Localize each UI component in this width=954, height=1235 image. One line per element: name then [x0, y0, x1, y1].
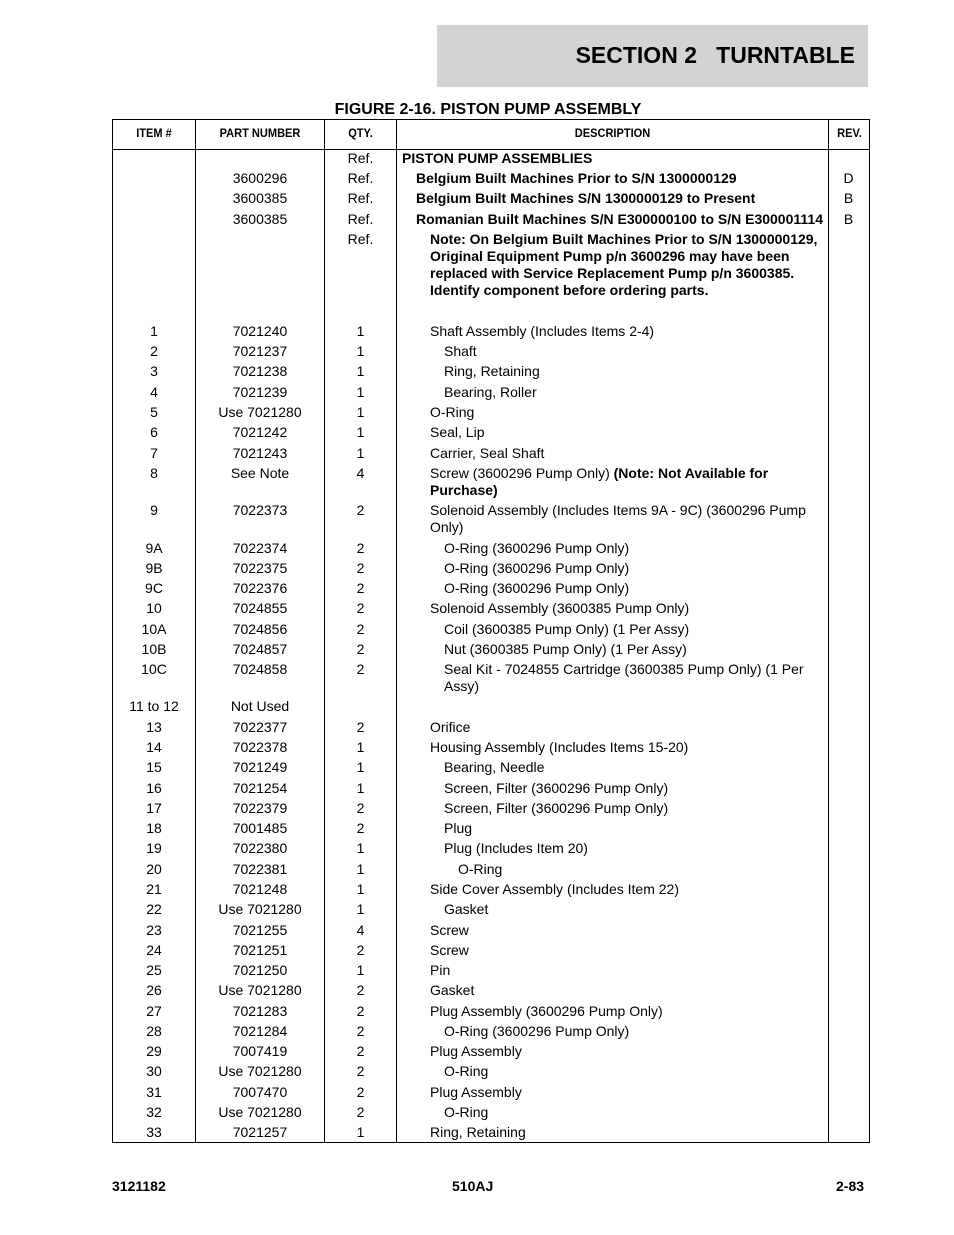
description-text: Nut (3600385 Pump Only) (1 Per Assy) — [444, 641, 687, 657]
part-number-cell: 7022378 — [232, 739, 288, 755]
part-number-cell: 7024858 — [232, 661, 288, 677]
item-number-cell: 10 — [146, 600, 162, 616]
description-cell — [397, 1104, 825, 1121]
item-number-cell: 2 — [150, 343, 158, 359]
part-number-cell: Not Used — [230, 698, 290, 714]
description-text: Seal Kit - 7024855 Cartridge (3600385 Pump Only) (1 Per Assy) — [444, 661, 804, 694]
description-cell — [397, 982, 825, 999]
qty-cell: 2 — [356, 580, 365, 596]
item-number-cell: 32 — [146, 1104, 162, 1120]
part-number-cell: 7021238 — [232, 363, 288, 379]
item-number-cell: 7 — [150, 445, 158, 461]
qty-cell: 1 — [356, 363, 365, 379]
part-number-cell: 3600296 — [232, 170, 288, 186]
section-title: SECTION 2 TURNTABLE — [575, 42, 855, 68]
part-number-cell: 7024857 — [232, 641, 288, 657]
part-number-cell: 7021255 — [232, 922, 288, 938]
description-cell — [397, 780, 825, 797]
qty-cell: 1 — [356, 739, 365, 755]
figure-title: FIGURE 2-16. PISTON PUMP ASSEMBLY — [334, 101, 642, 118]
description-cell — [397, 404, 825, 421]
description-cell — [397, 861, 825, 878]
description-text: Carrier, Seal Shaft — [430, 445, 545, 461]
part-number-cell: 7021254 — [232, 780, 288, 796]
item-number-cell: 9B — [145, 560, 163, 576]
description-cell — [397, 759, 825, 776]
footer-model: 510AJ — [452, 1178, 494, 1194]
description-cell — [397, 502, 825, 536]
description-text: Shaft Assembly (Includes Items 2-4) — [430, 323, 655, 339]
qty-cell: 1 — [356, 759, 365, 775]
description-text: Seal, Lip — [430, 424, 485, 440]
part-number-cell: 3600385 — [232, 211, 288, 227]
part-number-cell: 7021237 — [232, 343, 288, 359]
part-number-cell: Use 7021280 — [218, 1063, 302, 1079]
description-cell — [397, 560, 825, 577]
item-number-cell: 24 — [146, 942, 162, 958]
description-text: Bearing, Roller — [444, 384, 537, 400]
qty-cell: 4 — [356, 465, 365, 481]
qty-cell: Ref. — [347, 150, 374, 166]
description-cell — [397, 363, 825, 380]
item-number-cell: 19 — [146, 840, 162, 856]
description-text: Gasket — [430, 982, 475, 998]
qty-cell: 1 — [356, 323, 365, 339]
part-number-cell: 7022374 — [232, 540, 288, 556]
qty-cell: 2 — [356, 621, 365, 637]
qty-cell: Ref. — [347, 170, 374, 186]
qty-cell: 2 — [356, 1063, 365, 1079]
description-cell — [397, 150, 825, 167]
part-number-cell: 7021243 — [232, 445, 288, 461]
header-qty: QTY. — [348, 126, 373, 140]
part-number-cell: 7022375 — [232, 560, 288, 576]
description-text: Plug (Includes Item 20) — [444, 840, 588, 856]
description-cell — [397, 580, 825, 597]
description-cell — [397, 445, 825, 462]
qty-cell: 2 — [356, 641, 365, 657]
description-cell — [397, 1124, 825, 1141]
item-number-cell: 8 — [150, 465, 158, 481]
part-number-cell: 7021239 — [232, 384, 288, 400]
item-number-cell: 29 — [146, 1043, 162, 1059]
qty-cell: 2 — [356, 600, 365, 616]
description-text: PISTON PUMP ASSEMBLIES — [402, 150, 593, 166]
description-text: O-Ring — [458, 861, 503, 877]
header-item: ITEM # — [136, 126, 172, 140]
item-number-cell: 4 — [150, 384, 158, 400]
item-number-cell: 3 — [150, 363, 158, 379]
description-text: Solenoid Assembly (3600385 Pump Only) — [430, 600, 690, 616]
item-number-cell: 30 — [146, 1063, 162, 1079]
item-number-cell: 14 — [146, 739, 162, 755]
qty-cell: 2 — [356, 502, 365, 518]
item-number-cell: 20 — [146, 861, 162, 877]
qty-cell: 2 — [356, 1084, 365, 1100]
description-cell — [397, 600, 825, 617]
qty-cell: 2 — [356, 661, 365, 677]
qty-cell: 2 — [356, 942, 365, 958]
part-number-cell: 7021251 — [232, 942, 288, 958]
description-text: Housing Assembly (Includes Items 15-20) — [430, 739, 689, 755]
description-cell — [397, 661, 825, 695]
description-text: Ring, Retaining — [444, 363, 540, 379]
item-number-cell: 31 — [146, 1084, 162, 1100]
qty-cell: 2 — [356, 982, 365, 998]
item-number-cell: 9A — [145, 540, 163, 556]
description-text: O-Ring (3600296 Pump Only) — [444, 1023, 630, 1039]
qty-cell: 2 — [356, 1003, 365, 1019]
footer-doc-number: 3121182 — [112, 1178, 166, 1194]
description-cell — [397, 384, 825, 401]
description-cell — [397, 621, 825, 638]
qty-cell: Ref. — [347, 211, 374, 227]
qty-cell: 4 — [356, 922, 365, 938]
qty-cell: 1 — [356, 780, 365, 796]
item-number-cell: 17 — [146, 800, 162, 816]
part-number-cell: 7001485 — [232, 820, 288, 836]
qty-cell: 2 — [356, 1104, 365, 1120]
qty-cell: 2 — [356, 820, 365, 836]
part-number-cell: Use 7021280 — [218, 404, 302, 420]
qty-cell: 2 — [356, 1023, 365, 1039]
description-text: Romanian Built Machines S/N E300000100 to S/N E300001114 — [416, 211, 823, 227]
description-cell — [397, 840, 825, 857]
description-cell — [397, 1003, 825, 1020]
description-text: Ring, Retaining — [430, 1124, 526, 1140]
rev-cell: B — [843, 190, 854, 206]
item-number-cell: 18 — [146, 820, 162, 836]
item-number-cell: 10A — [141, 621, 167, 637]
description-text: Screen, Filter (3600296 Pump Only) — [444, 780, 669, 796]
qty-cell: 1 — [356, 343, 365, 359]
part-number-cell: 7021257 — [232, 1124, 288, 1140]
part-number-cell: 3600385 — [232, 190, 288, 206]
item-number-cell: 9 — [150, 502, 158, 518]
description-cell — [397, 820, 825, 837]
part-number-cell: 7024856 — [232, 621, 288, 637]
description-cell — [397, 901, 825, 918]
item-number-cell: 9C — [145, 580, 163, 596]
qty-cell: 1 — [356, 445, 365, 461]
header-part-number: PART NUMBER — [219, 126, 301, 140]
description-cell — [397, 739, 825, 756]
description-text: O-Ring (3600296 Pump Only) — [444, 540, 630, 556]
part-number-cell: 7007470 — [232, 1084, 288, 1100]
qty-cell: 1 — [356, 962, 365, 978]
description-text: Orifice — [430, 719, 471, 735]
description-cell — [397, 962, 825, 979]
item-number-cell: 6 — [150, 424, 158, 440]
rev-cell: D — [843, 170, 854, 186]
description-cell — [397, 922, 825, 939]
item-number-cell: 21 — [146, 881, 162, 897]
description-cell — [397, 719, 825, 736]
description-cell — [397, 540, 825, 557]
header-description: DESCRIPTION — [574, 126, 651, 140]
section-banner — [437, 25, 868, 87]
part-number-cell: Use 7021280 — [218, 982, 302, 998]
item-number-cell: 28 — [146, 1023, 162, 1039]
part-number-cell: Use 7021280 — [218, 901, 302, 917]
description-text: Screw — [430, 922, 469, 938]
description-text: O-Ring (3600296 Pump Only) — [444, 580, 630, 596]
qty-cell: 2 — [356, 540, 365, 556]
qty-cell: 1 — [356, 424, 365, 440]
part-number-cell: 7022381 — [232, 861, 288, 877]
description-text: O-Ring (3600296 Pump Only) — [444, 560, 630, 576]
description-text: O-Ring — [430, 404, 475, 420]
item-number-cell: 22 — [146, 901, 162, 917]
description-cell — [397, 1063, 825, 1080]
part-number-cell: 7022379 — [232, 800, 288, 816]
description-text: Screen, Filter (3600296 Pump Only) — [444, 800, 669, 816]
description-text: Belgium Built Machines Prior to S/N 1300000129 — [416, 170, 737, 186]
qty-cell: 1 — [356, 861, 365, 877]
qty-cell: 1 — [356, 384, 365, 400]
description-text: Side Cover Assembly (Includes Item 22) — [430, 881, 679, 897]
description-text: O-Ring — [444, 1063, 489, 1079]
qty-cell: Ref. — [347, 190, 374, 206]
description-text: Shaft — [444, 343, 477, 359]
description-cell — [397, 211, 825, 228]
description-text: Screw — [430, 942, 469, 958]
parts-table — [112, 119, 870, 1143]
part-number-cell: 7021249 — [232, 759, 288, 775]
part-number-cell: 7022380 — [232, 840, 288, 856]
item-number-cell: 16 — [146, 780, 162, 796]
qty-cell: 2 — [356, 560, 365, 576]
qty-cell: 1 — [356, 404, 365, 420]
part-number-cell: 7021242 — [232, 424, 288, 440]
description-text: Pin — [430, 962, 451, 978]
rev-cell: B — [843, 211, 854, 227]
item-number-cell: 10C — [141, 661, 167, 677]
description-text: Solenoid Assembly (Includes Items 9A - 9C) (3600296 Pump Only) — [430, 502, 806, 535]
description-text: Gasket — [444, 901, 489, 917]
description-cell — [397, 465, 825, 499]
description-cell — [397, 641, 825, 658]
item-number-cell: 11 to 12 — [129, 698, 179, 714]
description-text: Coil (3600385 Pump Only) (1 Per Assy) — [444, 621, 690, 637]
description-cell — [397, 942, 825, 959]
description-cell — [397, 424, 825, 441]
qty-cell: 1 — [356, 881, 365, 897]
part-number-cell: 7022373 — [232, 502, 288, 518]
item-number-cell: 27 — [146, 1003, 162, 1019]
description-cell — [397, 323, 825, 340]
description-cell — [397, 231, 825, 299]
description-cell — [397, 1023, 825, 1040]
description-cell — [397, 1084, 825, 1101]
qty-cell: 2 — [356, 719, 365, 735]
column-divider — [828, 120, 829, 1142]
description-text: Screw (3600296 Pump Only) — [430, 465, 614, 481]
description-text: Note: On Belgium Built Machines Prior to S/N 1300000129, Original Equipment Pump p/n 3600296 may have been replaced with Service Replacement Pump p/n 3600385. Identify component before ordering parts. — [430, 231, 818, 298]
description-cell — [397, 881, 825, 898]
description-text: Plug Assembly — [430, 1084, 522, 1100]
part-number-cell: See Note — [230, 465, 290, 481]
qty-cell: 2 — [356, 800, 365, 816]
part-number-cell: 7021240 — [232, 323, 288, 339]
part-number-cell: 7007419 — [232, 1043, 288, 1059]
item-number-cell: 25 — [146, 962, 162, 978]
part-number-cell: 7021284 — [232, 1023, 288, 1039]
description-cell — [397, 190, 825, 207]
part-number-cell: 7021250 — [232, 962, 288, 978]
description-text: Plug — [444, 820, 473, 836]
part-number-cell: 7021248 — [232, 881, 288, 897]
part-number-cell: 7022376 — [232, 580, 288, 596]
item-number-cell: 23 — [146, 922, 162, 938]
item-number-cell: 33 — [146, 1124, 162, 1140]
item-number-cell: 15 — [146, 759, 162, 775]
item-number-cell: 26 — [146, 982, 162, 998]
qty-cell: 1 — [356, 1124, 365, 1140]
description-text: Belgium Built Machines S/N 1300000129 to Present — [416, 190, 756, 206]
description-text: O-Ring — [444, 1104, 489, 1120]
header-rev: REV. — [837, 126, 862, 140]
qty-cell: 1 — [356, 901, 365, 917]
description-text: Bearing, Needle — [444, 759, 545, 775]
part-number-cell: 7022377 — [232, 719, 288, 735]
item-number-cell: 10B — [141, 641, 167, 657]
description-text: Plug Assembly — [430, 1043, 522, 1059]
description-cell — [397, 343, 825, 360]
description-text: Plug Assembly (3600296 Pump Only) — [430, 1003, 663, 1019]
footer-page-number: 2-83 — [836, 1178, 865, 1194]
description-cell — [397, 170, 825, 187]
qty-cell: 1 — [356, 840, 365, 856]
item-number-cell: 5 — [150, 404, 158, 420]
description-note: (Note: Not Available for Purchase) — [430, 465, 769, 498]
part-number-cell: 7024855 — [232, 600, 288, 616]
part-number-cell: Use 7021280 — [218, 1104, 302, 1120]
description-cell — [397, 800, 825, 817]
qty-cell: 2 — [356, 1043, 365, 1059]
item-number-cell: 1 — [150, 323, 158, 339]
item-number-cell: 13 — [146, 719, 162, 735]
part-number-cell: 7021283 — [232, 1003, 288, 1019]
description-cell — [397, 1043, 825, 1060]
qty-cell: Ref. — [347, 231, 374, 247]
